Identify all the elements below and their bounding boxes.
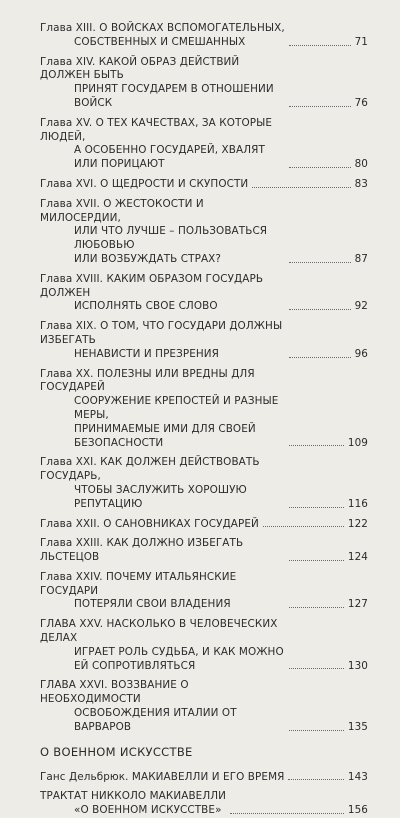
- toc-entry-line: НЕНАВИСТИ И ПРЕЗРЕНИЯ: [74, 347, 219, 360]
- dot-leader: [288, 779, 343, 780]
- toc-entry: [40, 368, 368, 451]
- toc-entry-line: Глава XVII. О ЖЕСТОКОСТИ И МИЛОСЕРДИИ,: [40, 197, 204, 224]
- toc-entry-line: «О ВОЕННОМ ИСКУССТВЕ»: [74, 804, 222, 817]
- toc-entry-title: [40, 178, 248, 192]
- dot-leader: [289, 262, 351, 263]
- toc-entry-title: [40, 320, 285, 361]
- toc-entry-line: Глава XXI. КАК ДОЛЖЕН ДЕЙСТВОВАТЬ ГОСУДАРЬ,: [40, 456, 260, 483]
- toc-entry-line: ИЛИ ПОРИЦАЮТ: [74, 158, 165, 171]
- toc-entry: [40, 771, 368, 785]
- toc-entry-title: [40, 771, 284, 785]
- toc-entry-line: ИЛИ ЧТО ЛУЧШЕ – ПОЛЬЗОВАТЬСЯ ЛЮБОВЬЮ: [74, 225, 268, 252]
- page-number: 109: [347, 436, 368, 449]
- toc-entry-title: [40, 456, 285, 511]
- toc-entry-line: ОСВОБОЖДЕНИЯ ИТАЛИИ ОТ ВАРВАРОВ: [74, 707, 237, 733]
- toc-entry-line: ГЛАВА XXV. НАСКОЛЬКО В ЧЕЛОВЕЧЕСКИХ ДЕЛАХ: [40, 618, 278, 645]
- toc-entry-line: Глава XX. ПОЛЕЗНЫ ИЛИ ВРЕДНЫ ДЛЯ ГОСУДАРЕЙ: [40, 367, 255, 394]
- dot-leader: [289, 106, 351, 107]
- toc-entry-line: БЕЗОПАСНОСТИ: [74, 436, 164, 449]
- toc-entry-line: СООРУЖЕНИЕ КРЕПОСТЕЙ И РАЗНЫЕ МЕРЫ,: [74, 395, 279, 421]
- toc-entry-line: Глава XIV. КАКОЙ ОБРАЗ ДЕЙСТВИЙ ДОЛЖЕН БЫТЬ: [40, 55, 240, 82]
- page-number: 80: [354, 158, 368, 171]
- toc-entry: [40, 537, 368, 565]
- toc-entry-line: Глава XIII. О ВОЙСКАХ ВСПОМОГАТЕЛЬНЫХ,: [40, 22, 285, 34]
- toc-entry: [40, 679, 368, 734]
- toc-entry-line: ГЛАВА XXVI. ВОЗЗВАНИЕ О НЕОБХОДИМОСТИ: [40, 679, 189, 706]
- toc-entry-title: [40, 117, 285, 172]
- toc-entry: [40, 518, 368, 532]
- dot-leader: [289, 560, 344, 561]
- toc-entry-line: Глава XXIV. ПОЧЕМУ ИТАЛЬЯНСКИЕ ГОСУДАРИ: [40, 570, 237, 597]
- toc-entry-line: ПРИНЯТ ГОСУДАРЕМ В ОТНОШЕНИИ ВОЙСК: [74, 83, 274, 109]
- toc-entry-title: [40, 368, 285, 451]
- page-number: 96: [354, 347, 368, 360]
- toc-entry: [40, 790, 368, 818]
- page-number: 76: [354, 96, 368, 109]
- toc-entry-line: Ганс Дельбрюк. МАКИАВЕЛЛИ И ЕГО ВРЕМЯ: [40, 770, 285, 783]
- toc-entry-title: [40, 198, 285, 267]
- toc-entry-line: ПРИНИМАЕМЫЕ ИМИ ДЛЯ СВОЕЙ: [74, 422, 256, 435]
- page-number: 83: [354, 177, 368, 190]
- dot-leader: [263, 526, 344, 527]
- dot-leader: [289, 167, 351, 168]
- page-number: 116: [347, 497, 368, 510]
- dot-leader: [289, 45, 351, 46]
- dot-leader: [289, 309, 351, 310]
- toc-entry: [40, 320, 368, 361]
- toc-entry-line: Глава XXIII. КАК ДОЛЖНО ИЗБЕГАТЬ ЛЬСТЕЦОВ: [40, 537, 244, 564]
- toc-entry-line: ИСПОЛНЯТЬ СВОЕ СЛОВО: [74, 300, 218, 313]
- dot-leader: [289, 730, 344, 731]
- toc-entry-title: [40, 679, 285, 734]
- toc-entry-title: [40, 273, 285, 314]
- toc-entry-title: [40, 571, 285, 612]
- toc-entry-title: [40, 618, 285, 673]
- toc-entry-line: ЧТОБЫ ЗАСЛУЖИТЬ ХОРОШУЮ РЕПУТАЦИЮ: [74, 483, 247, 510]
- page-number: 87: [354, 252, 368, 265]
- toc-entry: [40, 273, 368, 314]
- toc-entry-title: [40, 518, 259, 532]
- toc-entry-line: ТРАКТАТ НИККОЛО МАКИАВЕЛЛИ: [40, 790, 227, 803]
- page-number: 71: [354, 35, 368, 48]
- toc-entry-line: ПОТЕРЯЛИ СВОИ ВЛАДЕНИЯ: [74, 598, 231, 611]
- page-number: 143: [347, 770, 368, 783]
- dot-leader: [289, 357, 351, 358]
- dot-leader: [289, 445, 344, 446]
- toc-entry-title: [40, 56, 285, 111]
- toc-entry-line: Глава XIX. О ТОМ, ЧТО ГОСУДАРИ ДОЛЖНЫ ИЗБЕГАТЬ: [40, 320, 283, 346]
- page-number: 156: [347, 804, 368, 817]
- toc-entry-title: [40, 537, 285, 565]
- toc-entry: [40, 56, 368, 111]
- dot-leader: [289, 607, 344, 608]
- toc-entry: [40, 178, 368, 192]
- toc-list-prince: [40, 22, 368, 735]
- page-number: 130: [347, 659, 368, 672]
- toc-entry: [40, 456, 368, 511]
- page-number: 92: [354, 300, 368, 313]
- page-number: 127: [347, 598, 368, 611]
- toc-entry: [40, 198, 368, 267]
- toc-entry: [40, 571, 368, 612]
- section-heading: О ВОЕННОМ ИСКУССТВЕ: [40, 744, 193, 759]
- toc-entry-line: ИГРАЕТ РОЛЬ СУДЬБА, И КАК МОЖНО: [74, 645, 284, 658]
- toc-entry: [40, 117, 368, 172]
- toc-entry: [40, 618, 368, 673]
- toc-entry-title: [40, 22, 285, 50]
- dot-leader: [252, 187, 350, 188]
- dot-leader: [289, 668, 344, 669]
- toc-entry-line: А ОСОБЕННО ГОСУДАРЕЙ, ХВАЛЯТ: [74, 144, 265, 157]
- dot-leader: [230, 813, 344, 814]
- toc-entry-title: [40, 790, 226, 818]
- toc-entry-line: Глава XVI. О ЩЕДРОСТИ И СКУПОСТИ: [40, 177, 249, 190]
- toc-entry-line: Глава XXII. О САНОВНИКАХ ГОСУДАРЕЙ: [40, 517, 259, 530]
- toc-entry-line: ЕЙ СОПРОТИВЛЯТЬСЯ: [74, 659, 196, 672]
- page-number: 124: [347, 551, 368, 564]
- page-number: 135: [347, 720, 368, 733]
- toc-entry-line: ИЛИ ВОЗБУЖДАТЬ СТРАХ?: [74, 252, 221, 265]
- page-number: 122: [347, 517, 368, 530]
- toc-entry-line: Глава XV. О ТЕХ КАЧЕСТВАХ, ЗА КОТОРЫЕ ЛЮДЕЙ,: [40, 116, 273, 143]
- toc-entry: [40, 22, 368, 50]
- toc-entry-line: Глава XVIII. КАКИМ ОБРАЗОМ ГОСУДАРЬ ДОЛЖЕН: [40, 272, 264, 299]
- toc-entry-line: СОБСТВЕННЫХ И СМЕШАННЫХ: [74, 35, 246, 48]
- dot-leader: [289, 507, 344, 508]
- toc-list-art-of-war: [40, 771, 368, 818]
